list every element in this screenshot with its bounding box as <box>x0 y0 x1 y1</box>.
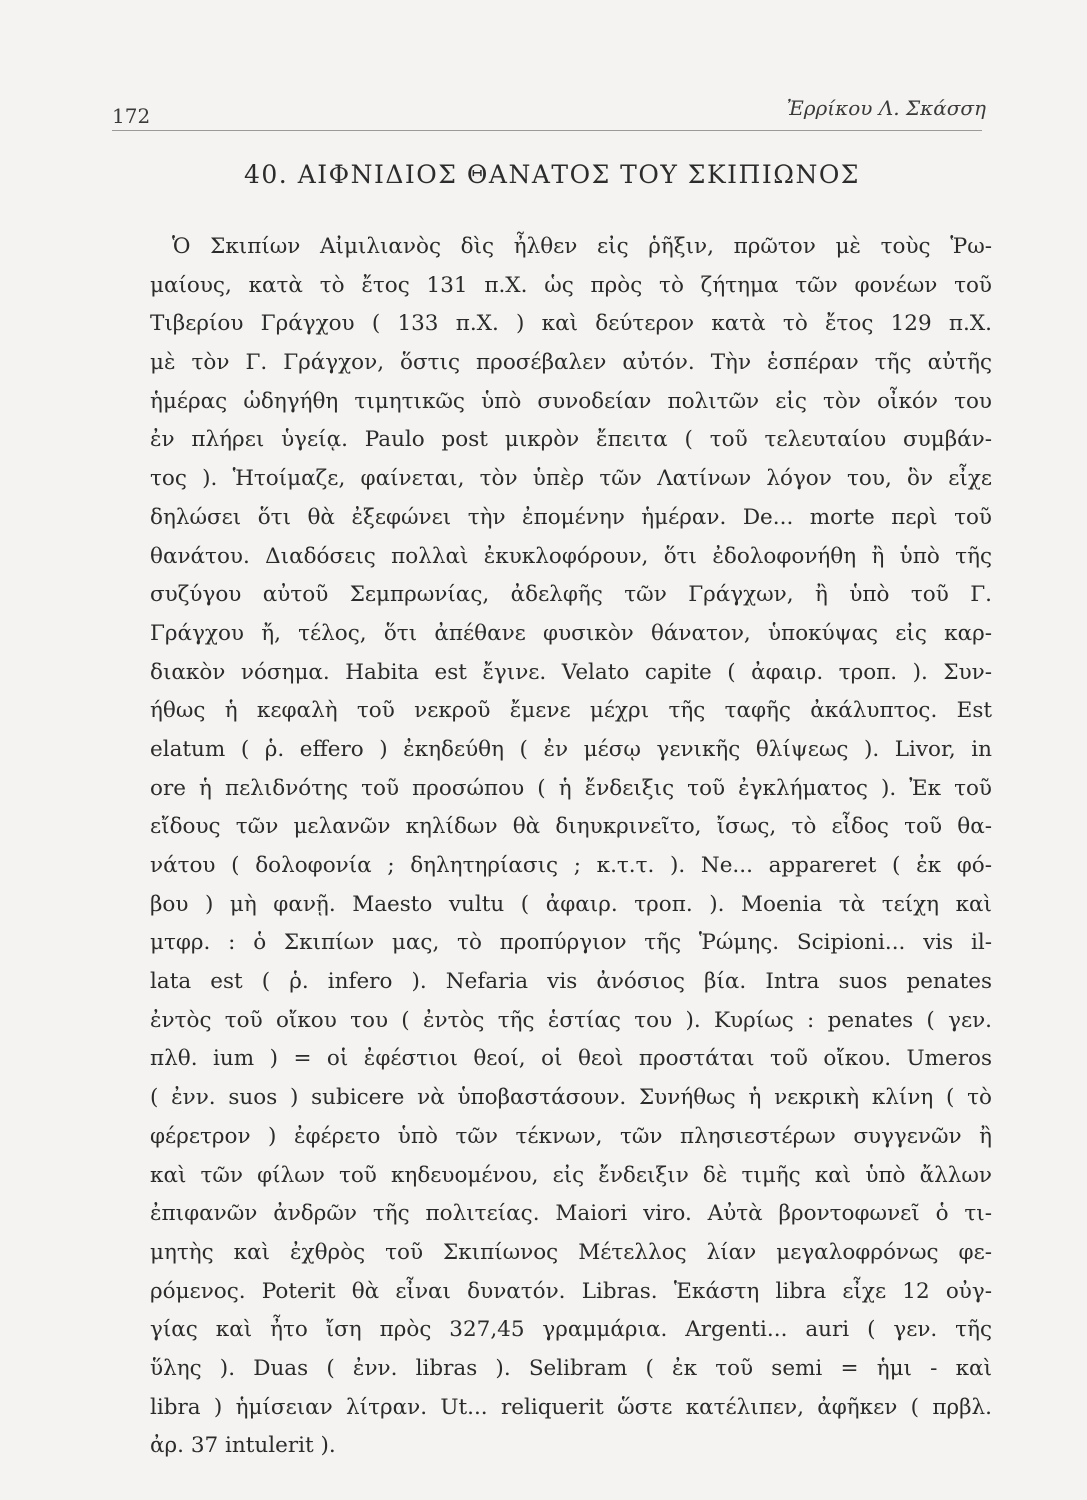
text-line: ἐντὸς τοῦ οἴκου του ( ἐντὸς τῆς ἑστίας του ). Κυρίως : penates ( γεν. <box>150 1007 992 1033</box>
text-line: ήθως ἡ κεφαλὴ τοῦ νεκροῦ ἔμενε μέχρι τῆς ταφῆς ἀκάλυπτος. Est <box>150 698 992 724</box>
text-line: φέρετρον ) ἐφέρετο ὑπὸ τῶν τέκνων, τῶν πλησιεστέρων συγγενῶν ἢ <box>150 1123 992 1149</box>
text-line: τος ). Ἡτοίμαζε, φαίνεται, τὸν ὑπὲρ τῶν Λατίνων λόγον του, ὃν εἶχε <box>150 466 992 492</box>
text-line: Γράγχου ἤ, τέλος, ὅτι ἀπέθανε φυσικὸν θάνατον, ὑποκύψας εἰς καρ- <box>150 620 992 646</box>
body-text <box>150 228 992 1466</box>
text-line: Ὁ Σκιπίων Αἰμιλιανὸς δὶς ἦλθεν εἰς ῥῆξιν, πρῶτον μὲ τοὺς Ῥω- <box>172 234 992 259</box>
header-rule <box>112 130 982 131</box>
text-line: διακὸν νόσημα. Habita est ἔγινε. Velato capite ( ἀφαιρ. τροπ. ). Συν- <box>150 659 992 685</box>
text-line: βου ) μὴ φανῇ. Maesto vultu ( ἀφαιρ. τροπ. ). Moenia τὰ τείχη καὶ <box>150 891 992 917</box>
text-line: libra ) ἡμίσειαν λίτραν. Ut... reliquerit ὥστε κατέλιπεν, ἀφῆκεν ( πρβλ. <box>150 1394 992 1420</box>
text-line: μὲ τὸν Γ. Γράγχον, ὅστις προσέβαλεν αὐτόν. Τὴν ἑσπέραν τῆς αὐτῆς <box>150 350 992 376</box>
text-line: συζύγου αὐτοῦ Σεμπρωνίας, ἀδελφῆς τῶν Γράγχων, ἢ ὑπὸ τοῦ Γ. <box>150 582 992 608</box>
text-line: ἐπιφανῶν ἀνδρῶν τῆς πολιτείας. Maiori viro. Αὐτὰ βροντοφωνεῖ ὁ τι- <box>150 1201 992 1227</box>
text-line: lata est ( ῥ. infero ). Nefaria vis ἀνόσιος βία. Intra suos penates <box>150 969 992 995</box>
text-line: πλθ. ium ) = οἱ ἐφέστιοι θεοί, οἱ θεοὶ προστάται τοῦ οἴκου. Umeros <box>150 1046 992 1072</box>
text-line: ( ἐνν. suos ) subicere νὰ ὑποβαστάσουν. Συνήθως ἡ νεκρικὴ κλίνη ( τὸ <box>150 1085 992 1111</box>
text-line: γίας καὶ ἦτο ἴση πρὸς 327,45 γραμμάρια. Argenti... auri ( γεν. τῆς <box>150 1317 992 1343</box>
text-line: ἀρ. 37 intulerit ). <box>150 1433 336 1459</box>
text-line: ἐν πλήρει ὑγείᾳ. Paulo post μικρὸν ἔπειτα ( τοῦ τελευταίου συμβάν- <box>150 427 992 453</box>
text-line: καὶ τῶν φίλων τοῦ κηδευομένου, εἰς ἔνδειξιν δὲ τιμῆς καὶ ὑπὸ ἄλλων <box>150 1162 992 1188</box>
page-number: 172 <box>112 104 151 128</box>
chapter-title: 40. ΑΙΦΝΙΔΙΟΣ ΘΑΝΑΤΟΣ ΤΟΥ ΣΚΙΠΙΩΝΟΣ <box>243 160 860 189</box>
running-head: Ἐρρίκου Λ. Σκάσση <box>786 96 986 120</box>
text-line: Τιβερίου Γράγχου ( 133 π.Χ. ) καὶ δεύτερον κατὰ τὸ ἔτος 129 π.Χ. <box>150 311 992 337</box>
text-line: ἡμέρας ὡδηγήθη τιμητικῶς ὑπὸ συνοδείαν πολιτῶν εἰς τὸν οἶκόν του <box>150 388 992 414</box>
text-line: ore ἡ πελιδνότης τοῦ προσώπου ( ἡ ἔνδειξις τοῦ ἐγκλήματος ). Ἐκ τοῦ <box>150 775 992 801</box>
text-line: μτφρ. : ὁ Σκιπίων μας, τὸ προπύργιον τῆς Ῥώμης. Scipioni... vis il- <box>150 930 992 956</box>
text-line: εἴδους τῶν μελανῶν κηλίδων θὰ διηυκρινεῖτο, ἴσως, τὸ εἶδος τοῦ θα- <box>150 814 992 840</box>
text-line: ρόμενος. Poterit θὰ εἶναι δυνατόν. Libras. Ἑκάστη libra εἶχε 12 οὐγ- <box>150 1278 992 1304</box>
text-line: δηλώσει ὅτι θὰ ἐξεφώνει τὴν ἐπομένην ἡμέραν. De... morte περὶ τοῦ <box>150 504 992 530</box>
text-line: elatum ( ῥ. effero ) ἐκηδεύθη ( ἐν μέσῳ γενικῆς θλίψεως ). Livor, in <box>150 736 992 762</box>
text-line: ὕλης ). Duas ( ἐνν. libras ). Selibram ( ἐκ τοῦ semi = ἡμι - καὶ <box>150 1355 992 1381</box>
text-line: μαίους, κατὰ τὸ ἔτος 131 π.Χ. ὡς πρὸς τὸ ζήτημα τῶν φονέων τοῦ <box>150 272 992 298</box>
text-line: θανάτου. Διαδόσεις πολλαὶ ἐκυκλοφόρουν, ὅτι ἐδολοφονήθη ἢ ὑπὸ τῆς <box>150 543 992 569</box>
text-line: νάτου ( δολοφονία ; δηλητηρίασις ; κ.τ.τ. ). Ne... appareret ( ἐκ φό- <box>150 853 992 878</box>
text-line: μητὴς καὶ ἐχθρὸς τοῦ Σκιπίωνος Μέτελλος λίαν μεγαλοφρόνως φε- <box>150 1239 992 1265</box>
